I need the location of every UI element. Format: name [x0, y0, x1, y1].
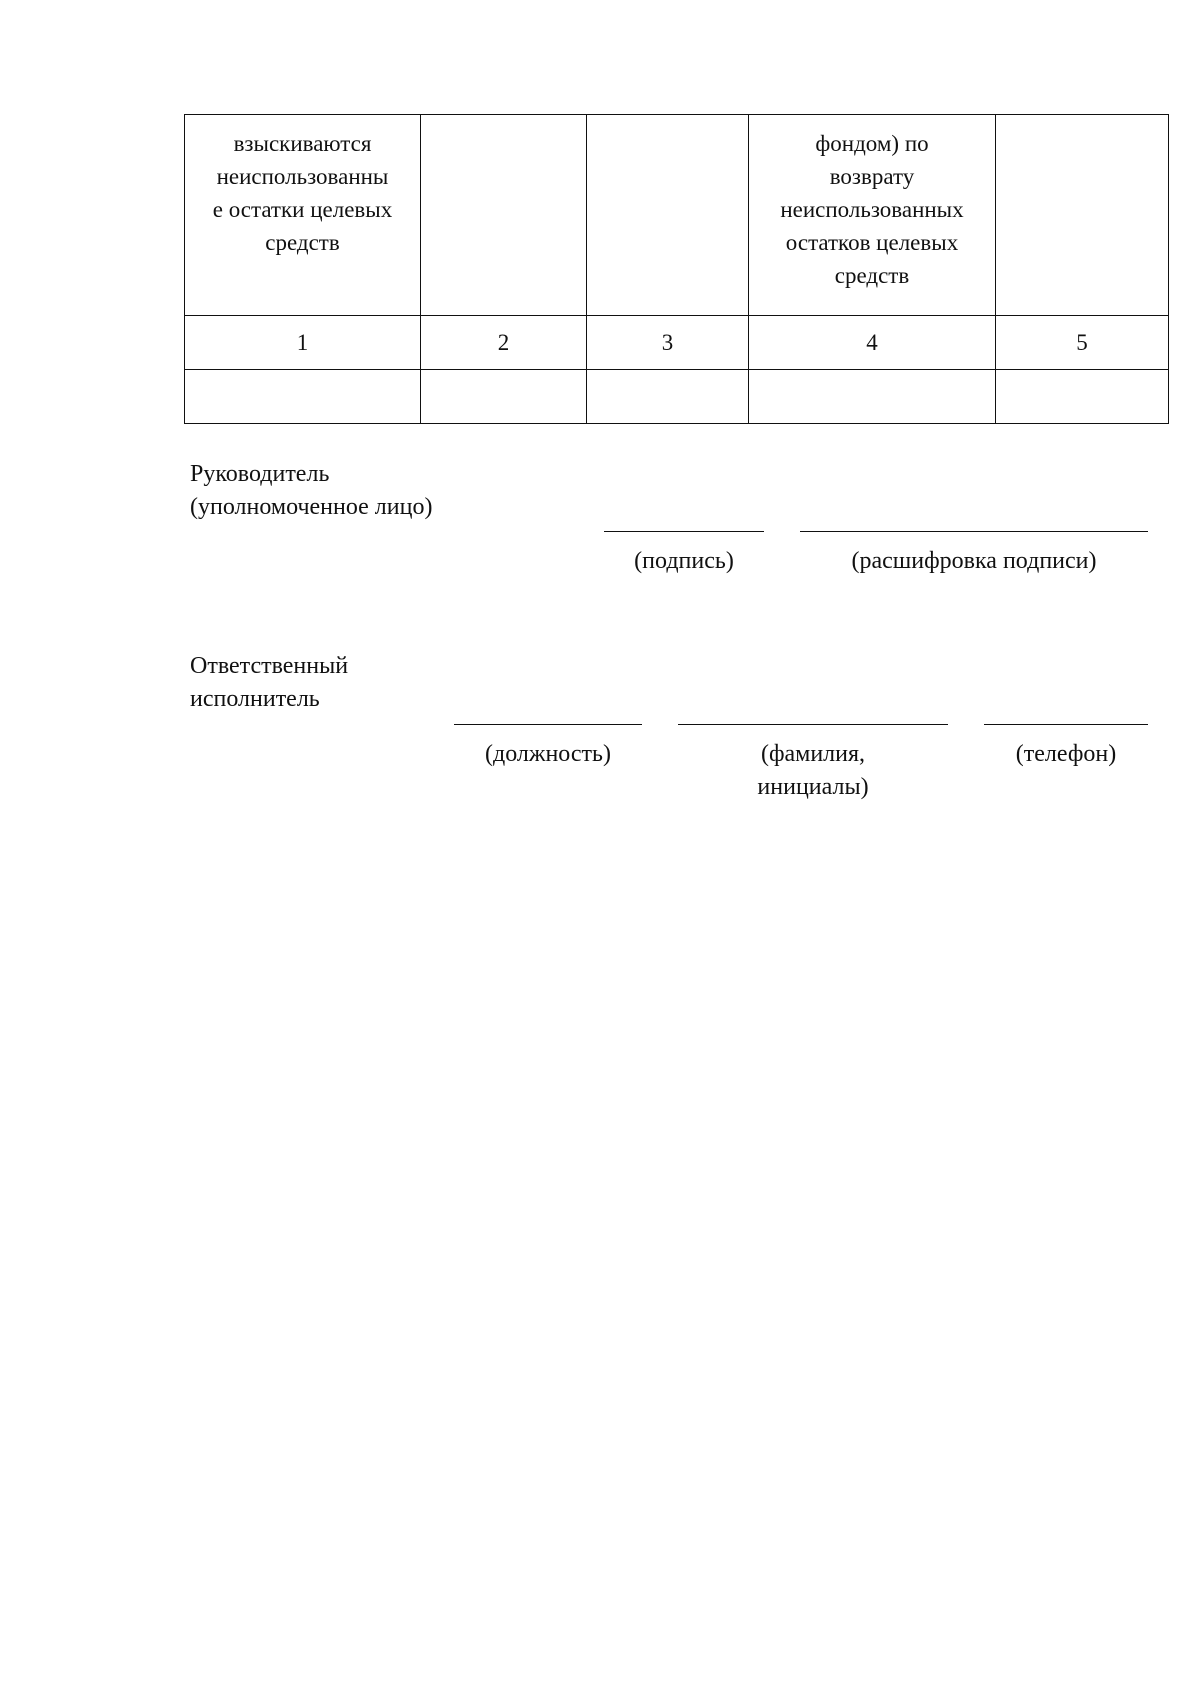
- header-cell-3: [587, 115, 749, 316]
- header-cell-4: фондом) по возврату неиспользованных остатков целевых средств: [749, 115, 996, 316]
- name-line[interactable]: [678, 724, 948, 725]
- header-cell-1: взыскиваются неиспользованны е остатки целевых средств: [185, 115, 421, 316]
- manager-label: Руководитель (уполномоченное лицо): [190, 461, 433, 520]
- table-data-row: [185, 370, 1169, 424]
- column-number-4: 4: [749, 316, 996, 370]
- data-cell-1: [185, 370, 421, 424]
- phone-caption: (телефон): [1015, 741, 1117, 767]
- data-cell-5: [996, 370, 1169, 424]
- phone-line[interactable]: [984, 724, 1148, 725]
- name-caption: (фамилия, инициалы): [757, 741, 869, 800]
- header-cell-5: [996, 115, 1169, 316]
- column-number-2: 2: [421, 316, 587, 370]
- column-number-1: 1: [185, 316, 421, 370]
- executor-label: Ответственный исполнитель: [190, 653, 349, 712]
- position-line[interactable]: [454, 724, 642, 725]
- signature-caption: (подпись): [634, 548, 734, 574]
- signature-decoding-caption: (расшифровка подписи): [851, 548, 1097, 574]
- data-cell-3: [587, 370, 749, 424]
- signature-line[interactable]: [604, 531, 764, 532]
- position-caption: (должность): [485, 741, 611, 767]
- data-cell-4: [749, 370, 996, 424]
- column-number-row: [185, 316, 1169, 370]
- header-cell-2: [421, 115, 587, 316]
- data-cell-2: [421, 370, 587, 424]
- signature-decoding-line[interactable]: [800, 531, 1148, 532]
- column-number-3: 3: [587, 316, 749, 370]
- table-header-row: [185, 115, 1169, 316]
- column-number-5: 5: [996, 316, 1169, 370]
- returns-table: [184, 114, 1169, 424]
